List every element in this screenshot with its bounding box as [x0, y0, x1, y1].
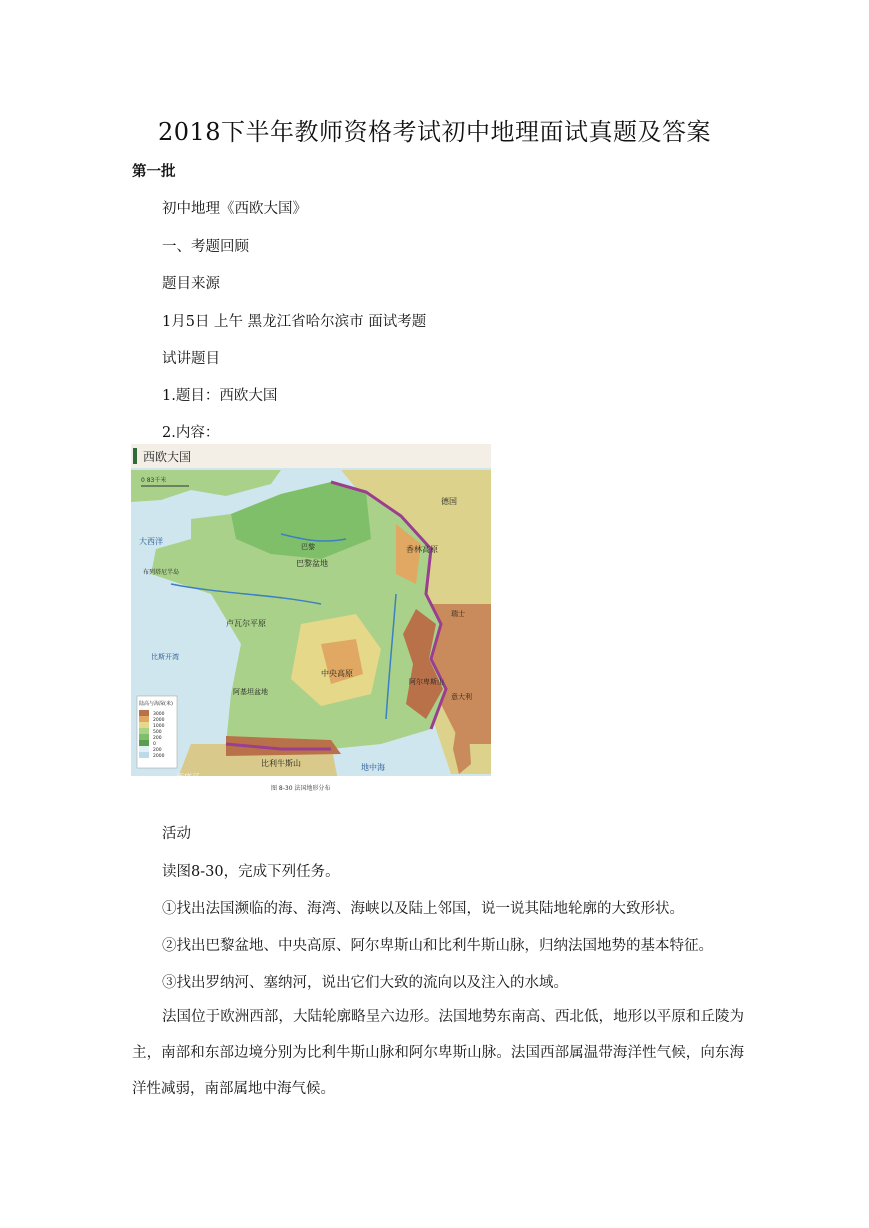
document-title: 2018下半年教师资格考试初中地理面试真题及答案	[157, 118, 712, 146]
label-alps: 阿尔卑斯山	[409, 678, 444, 686]
legend-swatch-2	[139, 716, 149, 722]
topic-title: 1.题目：西欧大国	[162, 388, 278, 404]
header-accent	[133, 448, 137, 464]
legend-swatch-4	[139, 728, 149, 734]
content-label: 2.内容：	[162, 425, 220, 441]
task-intro: 读图8-30，完成下列任务。	[162, 864, 340, 880]
legend-value: 1000	[153, 724, 165, 729]
label-mediterranean: 地中海	[361, 763, 385, 772]
legend-swatch-1	[139, 710, 149, 716]
legend-swatch-8	[139, 752, 149, 758]
map-header: 西欧大国	[143, 450, 192, 464]
label-paris: 巴黎	[301, 543, 315, 551]
label-atlantic: 大西洋	[139, 537, 163, 546]
legend-swatch-6	[139, 740, 149, 746]
map-caption: 图 8-30 法国地形分布	[271, 785, 331, 792]
scale-label: 0 83千米	[141, 477, 167, 484]
task-2: ②找出巴黎盆地、中央高原、阿尔卑斯山和比利牛斯山脉，归纳法国地势的基本特征。	[162, 938, 713, 954]
legend-value: 500	[153, 730, 162, 735]
legend-value: 3000	[153, 712, 165, 717]
task-3: ③找出罗纳河、塞纳河，说出它们大致的流向以及注入的水域。	[162, 975, 568, 991]
source-label: 题目来源	[162, 276, 220, 292]
legend-swatch-5	[139, 734, 149, 740]
topic-label: 试讲题目	[162, 351, 220, 367]
france-terrain-map	[131, 444, 491, 796]
legend-swatch-7	[139, 746, 149, 752]
lesson-title: 初中地理《西欧大国》	[162, 201, 307, 217]
legend-value: 200	[153, 736, 162, 741]
summary-paragraph: 法国位于欧洲西部，大陆轮廓略呈六边形。法国地势东南高、西北低，地形以平原和丘陵为主，南部和东部边境分别为比利牛斯山脉和阿尔卑斯山脉。法国西部属温带海洋性气候，向东海洋性减弱，南部属地中海气候。	[132, 1009, 744, 1097]
label-italy: 意大利	[451, 693, 472, 701]
label-central-massif: 中央高原	[321, 669, 353, 678]
label-pyrenees: 比利牛斯山	[261, 759, 301, 768]
label-bay: 比斯开湾	[151, 653, 179, 661]
legend-value: 200	[153, 748, 162, 753]
source-detail: 1月5日 上午 黑龙江省哈尔滨市 面试考题	[162, 314, 427, 330]
label-loire-plain: 卢瓦尔平原	[226, 619, 266, 628]
label-paris-basin: 巴黎盆地	[296, 559, 328, 568]
label-germany: 德国	[441, 497, 457, 506]
batch-heading: 第一批	[132, 164, 176, 180]
label-aquitaine: 阿基坦盆地	[233, 688, 268, 696]
label-brittany: 布列塔尼半岛	[143, 569, 180, 576]
label-switzerland: 瑞士	[451, 610, 465, 618]
task-1: ①找出法国濒临的海、海湾、海峡以及陆上邻国，说一说其陆地轮廓的大致形状。	[162, 901, 684, 917]
activity-heading: 活动	[162, 826, 191, 842]
section-heading: 一、考题回顾	[162, 239, 249, 255]
legend-value: 2000	[153, 718, 165, 723]
legend-value: 0	[153, 742, 156, 747]
label-highlands: 香林高原	[406, 545, 438, 554]
legend-value: 2000	[153, 754, 165, 759]
legend-swatch-3	[139, 722, 149, 728]
legend-title: 陆高与海深(米)	[139, 701, 173, 707]
